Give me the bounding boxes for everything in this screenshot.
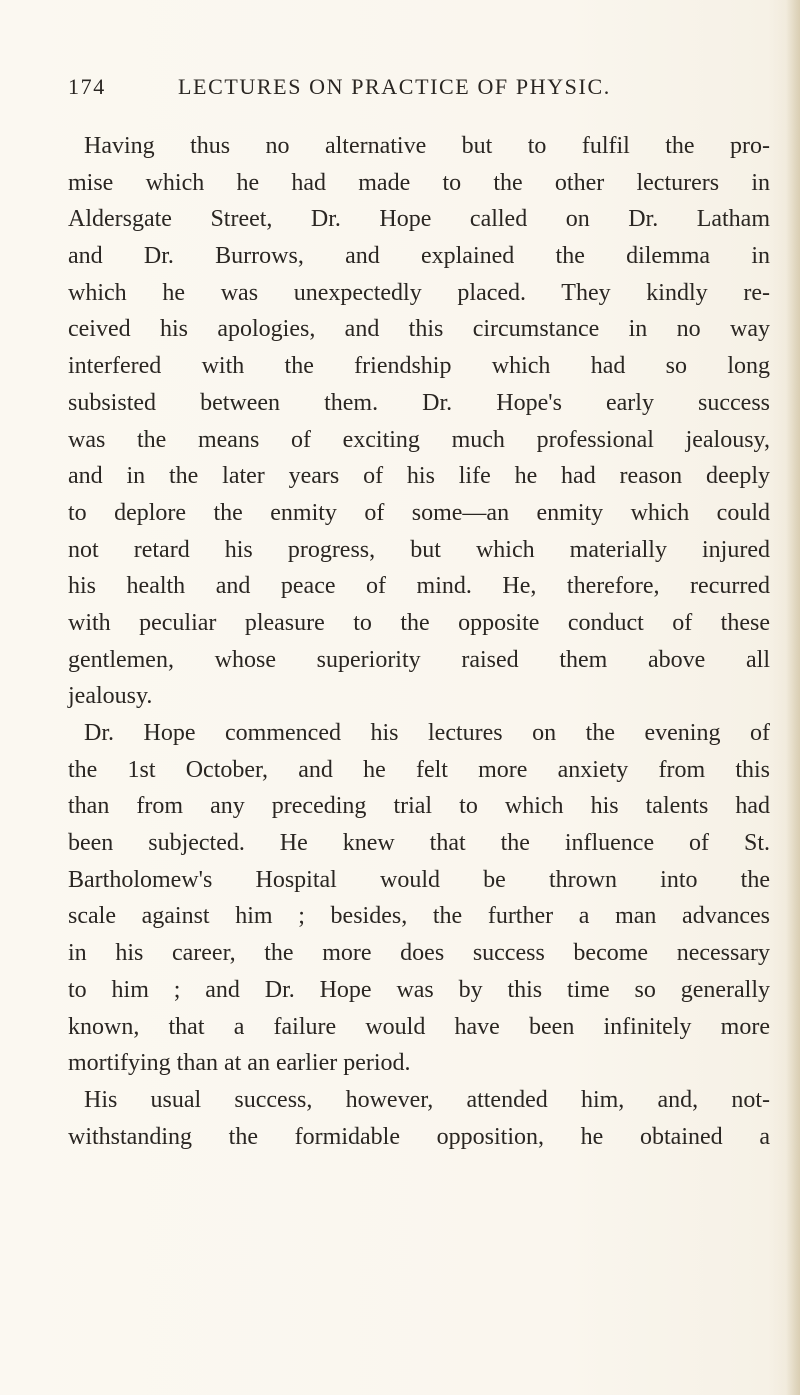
text-line: to him ; and Dr. Hope was by this time so generally [68,976,770,1003]
text-line: jealousy. [68,683,153,710]
text-line: and Dr. Burrows, and explained the dilemma in [68,243,770,270]
text-line: in his career, the more does success become necessary [68,940,770,967]
text-line: with peculiar pleasure to the opposite conduct of these [68,609,770,636]
text-line: gentlemen, whose superiority raised them above all [68,646,770,673]
text-line: His usual success, however, attended him, and, not- [84,1086,770,1113]
text-line: to deplore the enmity of some—an enmity which could [68,499,770,526]
text-line: ceived his apologies, and this circumstance in no way [68,316,770,343]
text-line: Having thus no alternative but to fulfil the pro- [84,133,770,159]
text-line: the 1st October, and he felt more anxiety from this [68,756,770,783]
page-edge-shadow [786,0,800,1395]
text-line: than from any preceding trial to which his talents had [68,793,770,820]
text-line: withstanding the formidable opposition, he obtained a [68,1123,770,1150]
text-line: been subjected. He knew that the influence of St. [68,830,770,857]
text-line: interfered with the friendship which had so long [68,353,770,380]
running-title: LECTURES ON PRACTICE OF PHYSIC. [178,74,611,99]
text-line: his health and peace of mind. He, therefore, recurred [68,573,770,600]
text-line: scale against him ; besides, the further a man advances [68,903,770,930]
text-line: and in the later years of his life he had reason deeply [68,463,770,490]
text-line: subsisted between them. Dr. Hope's early success [68,389,770,416]
text-line: was the means of exciting much professional jealousy, [68,426,770,453]
running-head [68,74,768,104]
text-line: mise which he had made to the other lecturers in [68,169,770,196]
text-line: Aldersgate Street, Dr. Hope called on Dr. Latham [68,206,770,233]
page-number: 174 [68,74,106,99]
text-line: known, that a failure would have been infinitely more [68,1013,770,1040]
text-line: mortifying than at an earlier period. [68,1050,411,1077]
text-line: which he was unexpectedly placed. They kindly re- [68,279,770,306]
text-line: not retard his progress, but which materially injured [68,536,770,563]
body-text [68,128,770,1155]
text-line: Dr. Hope commenced his lectures on the evening of [84,720,770,746]
text-line: Bartholomew's Hospital would be thrown into the [68,866,770,893]
